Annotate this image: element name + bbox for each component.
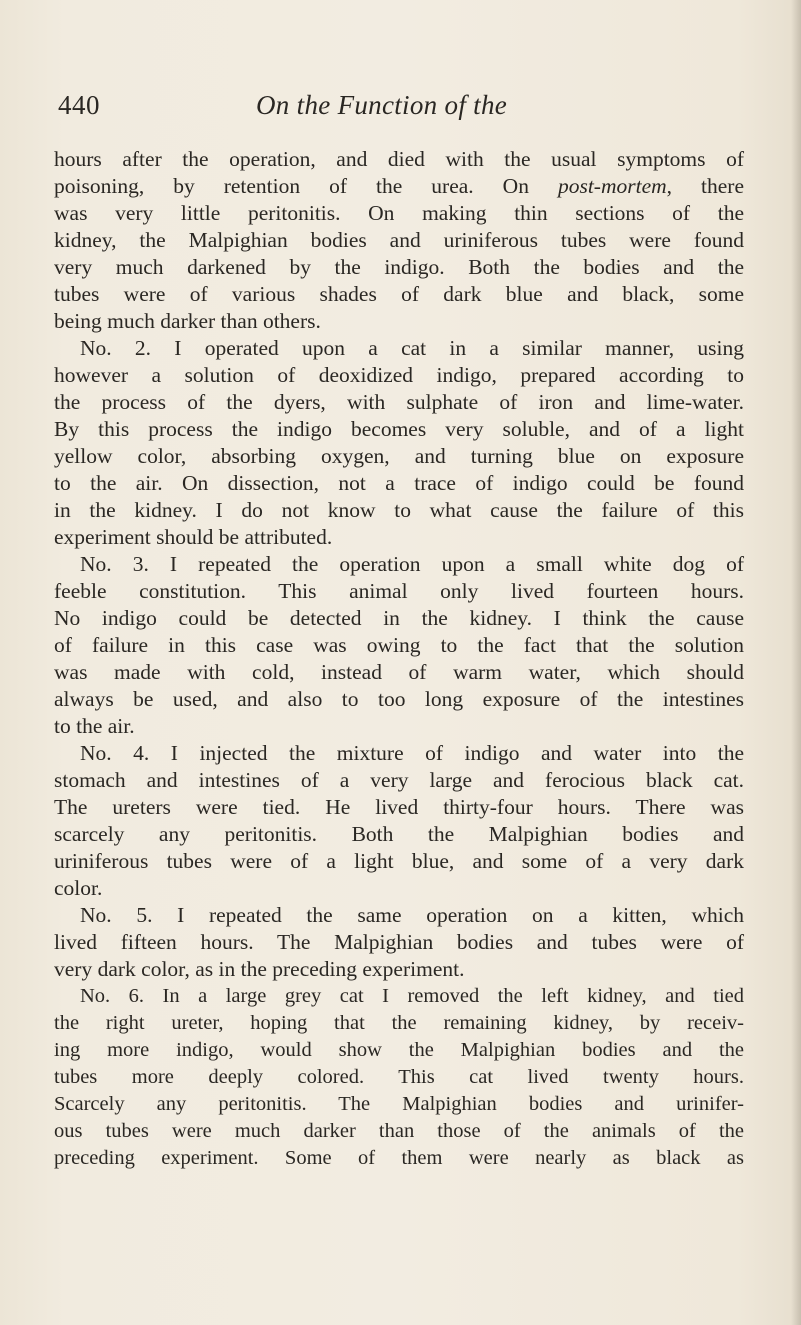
text-line: was very little peritonitis. On making thin sections of the xyxy=(54,201,744,225)
text-line: color. xyxy=(54,876,103,900)
text-line: however a solution of deoxidized indigo, prepared according to xyxy=(54,363,744,387)
text-line: always be used, and also to too long exposure of the intestines xyxy=(54,687,744,711)
text-line: No indigo could be detected in the kidney. I think the cause xyxy=(54,606,744,630)
text-line: in the kidney. I do not know to what cause the failure of this xyxy=(54,498,744,522)
text-line: By this process the indigo becomes very soluble, and of a light xyxy=(54,417,744,441)
text-line: kidney, the Malpighian bodies and uriniferous tubes were found xyxy=(54,228,744,252)
text-line: the right ureter, hoping that the remaining kidney, by receiv- xyxy=(54,1012,744,1034)
text-line: very dark color, as in the preceding experiment. xyxy=(54,957,465,981)
paragraph-start: No. 6. In a large grey cat I removed the left kidney, and tied xyxy=(80,985,744,1007)
body-text xyxy=(54,146,744,1172)
text-line: stomach and intestines of a very large and ferocious black cat. xyxy=(54,768,744,792)
italic-phrase: post-mortem xyxy=(557,174,667,198)
text-line: tubes were of various shades of dark blue and black, some xyxy=(54,282,744,306)
text-line: ing more indigo, would show the Malpighian bodies and the xyxy=(54,1039,744,1061)
page-edge-shadow xyxy=(791,0,801,1325)
text-line: lived fifteen hours. The Malpighian bodies and tubes were of xyxy=(54,930,744,954)
paragraph-start: No. 3. I repeated the operation upon a small white dog of xyxy=(80,552,744,576)
text-line: being much darker than others. xyxy=(54,309,321,333)
paragraph-start: No. 2. I operated upon a cat in a similar manner, using xyxy=(80,336,744,360)
paragraph-start: No. 4. I injected the mixture of indigo and water into the xyxy=(80,741,744,765)
text-line: hours after the operation, and died with the usual symptoms of xyxy=(54,147,744,171)
text-line: very much darkened by the indigo. Both the bodies and the xyxy=(54,255,744,279)
page-header xyxy=(58,90,748,130)
text-line-italic: poisoning, by retention of the urea. On post-mortem, there xyxy=(54,174,745,198)
text-line: yellow color, absorbing oxygen, and turning blue on exposure xyxy=(54,444,744,468)
paragraph-start: No. 5. I repeated the same operation on a kitten, which xyxy=(80,903,744,927)
text-line: of failure in this case was owing to the fact that the solution xyxy=(54,633,744,657)
text-line: the process of the dyers, with sulphate of iron and lime-water. xyxy=(54,390,744,414)
text-line: to the air. xyxy=(54,714,135,738)
text-line: ous tubes were much darker than those of the animals of the xyxy=(54,1120,744,1142)
text-line: experiment should be attributed. xyxy=(54,525,333,549)
text-line: Scarcely any peritonitis. The Malpighian bodies and urinifer- xyxy=(54,1093,744,1115)
text-line: scarcely any peritonitis. Both the Malpighian bodies and xyxy=(54,822,744,846)
text-line: The ureters were tied. He lived thirty-four hours. There was xyxy=(54,795,744,819)
text-line: to the air. On dissection, not a trace of indigo could be found xyxy=(54,471,744,495)
text-line: was made with cold, instead of warm water, which should xyxy=(54,660,744,684)
text-line: tubes more deeply colored. This cat lived twenty hours. xyxy=(54,1066,744,1088)
running-head: On the Function of the xyxy=(256,90,508,120)
text-line: uriniferous tubes were of a light blue, and some of a very dark xyxy=(54,849,744,873)
page-number: 440 xyxy=(58,90,100,120)
text-line: preceding experiment. Some of them were nearly as black as xyxy=(54,1147,744,1169)
text-line: feeble constitution. This animal only lived fourteen hours. xyxy=(54,579,744,603)
